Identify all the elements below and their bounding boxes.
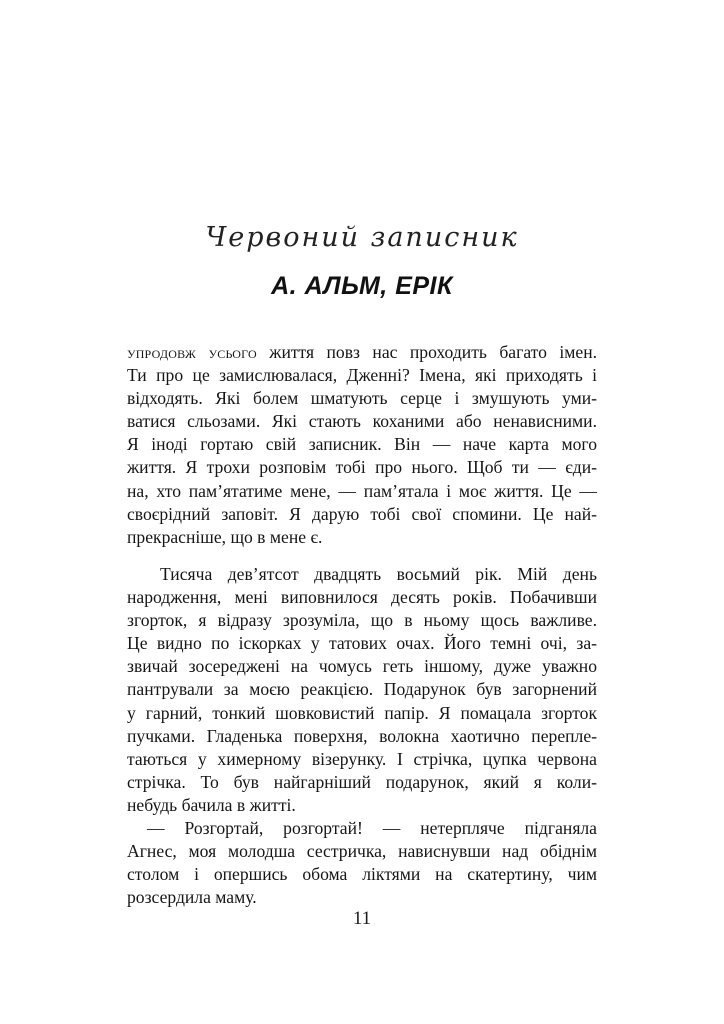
text-line: Ти про це замислювалася, Дженні? Імена, які приходять і xyxy=(127,365,597,386)
text-line: ватися сльозами. Які стають коханими або ненависними. xyxy=(127,411,597,432)
text-line: Агнес, моя молодша сестричка, нависнувши над обіднім xyxy=(127,841,597,862)
text-line: пучками. Гладенька поверхня, волокна хаотично перепле- xyxy=(127,725,597,746)
text-line: звичай зосереджені на чомусь геть іншому, дуже уважно xyxy=(127,656,597,677)
text-line: небудь бачила в житті. xyxy=(127,794,296,815)
text-line: у гарний, тонкий шовковистий папір. Я помацала згорток xyxy=(127,702,597,723)
lead-in-smallcaps: упродовж усього xyxy=(127,342,257,362)
chapter-title: Червоний записник xyxy=(205,222,519,253)
text-line: стрічка. То був найгарніший подарунок, який я коли- xyxy=(127,771,597,792)
text-line: таються у химерному візерунку. І стрічка, цупка червона xyxy=(127,748,597,769)
chapter-author: А. АЛЬМ, ЕРІК xyxy=(271,272,453,300)
text-line: відходять. Які болем шматують серце і змушують уми- xyxy=(127,388,597,409)
text-line: прекрасніше, що в мене є. xyxy=(127,526,323,547)
text-line: життя. Я трохи розповім тобі про нього. Щоб ти — єди- xyxy=(127,457,597,478)
text-line: столом і опершись обома ліктями на скатертину, чим xyxy=(127,864,597,885)
text-line: народження, мені виповнилося десять років. Побачивши xyxy=(127,587,597,608)
text-line: розсердила маму. xyxy=(127,887,257,908)
text-line: своєрідний заповіт. Я дарую тобі свої спомини. Це най- xyxy=(127,503,597,524)
dialogue-line: — Розгортай, розгортай! — нетерпляче підганяла xyxy=(147,818,597,839)
page-number: 11 xyxy=(352,908,372,929)
text-line-fragment: життя повз нас проходить багато імен. xyxy=(256,342,598,362)
text-line: згорток, я відразу зрозуміла, що в ньому щось важливе. xyxy=(127,610,597,631)
text-line: Я іноді гортаю свій записник. Він — наче карта мого xyxy=(127,434,597,455)
text-line: Це видно по іскорках у татових очах. Його темні очі, за- xyxy=(127,633,597,654)
paragraph-2 xyxy=(127,563,597,909)
text-line: пантрували за моєю реакцією. Подарунок був загорнений xyxy=(127,679,597,700)
text-line: на, хто пам’ятатиме мене, — пам’ятала і моє життя. Це — xyxy=(127,480,597,501)
paragraph-1 xyxy=(127,341,597,549)
text-line xyxy=(127,341,597,364)
text-line: Тисяча дев’ятсот двадцять восьмий рік. Мій день xyxy=(160,564,597,584)
